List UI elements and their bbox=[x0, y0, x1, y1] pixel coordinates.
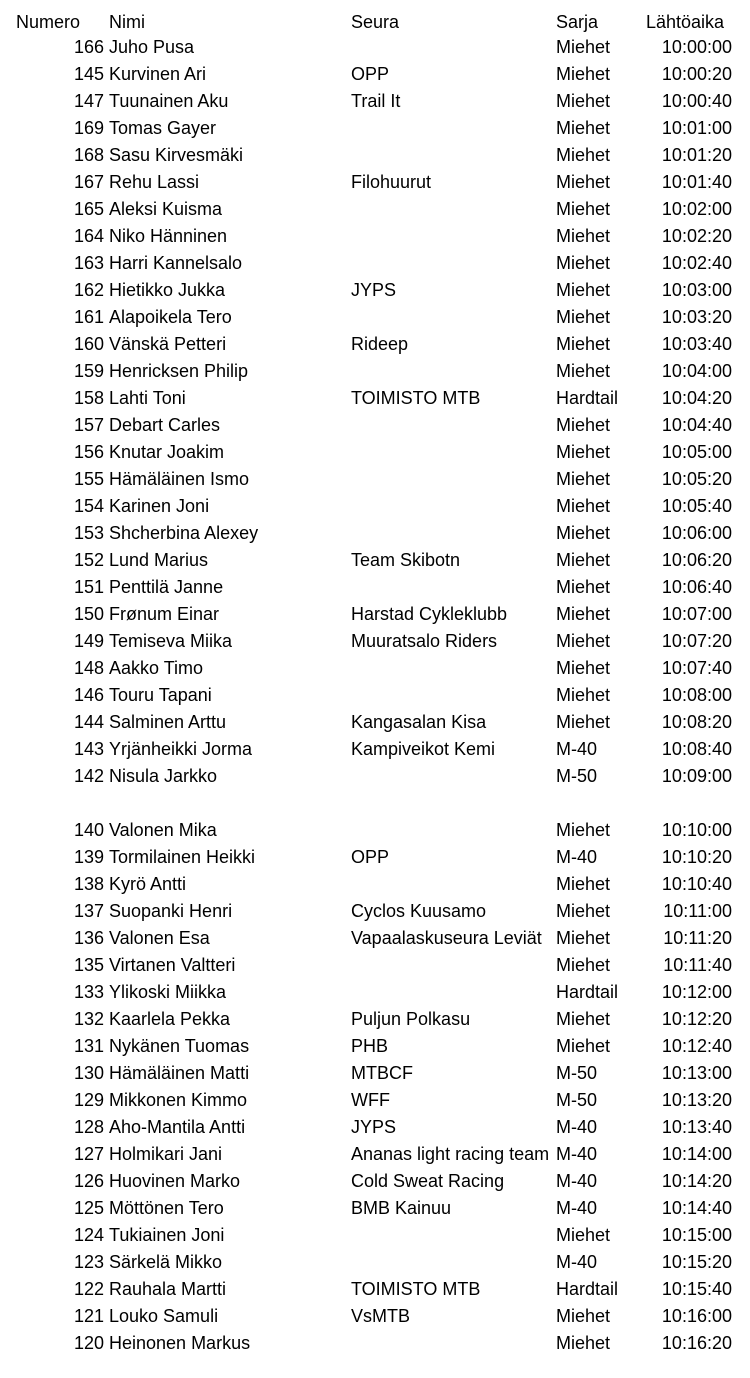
header-row bbox=[0, 10, 750, 34]
cell-sarja: Miehet bbox=[556, 712, 611, 732]
cell-numero: 146 bbox=[73, 685, 104, 705]
cell-nimi: Debart Carles bbox=[109, 415, 221, 435]
cell-sarja: Miehet bbox=[556, 523, 611, 543]
cell-numero: 128 bbox=[73, 1117, 104, 1137]
cell-nimi: Hämäläinen Ismo bbox=[109, 469, 250, 489]
cell-numero: 165 bbox=[73, 199, 104, 219]
table-row bbox=[0, 358, 750, 385]
cell-nimi: Kurvinen Ari bbox=[109, 64, 207, 84]
cell-numero: 126 bbox=[73, 1171, 104, 1191]
cell-nimi: Temiseva Miika bbox=[109, 631, 233, 651]
cell-seura: Kampiveikot Kemi bbox=[351, 739, 496, 759]
cell-nimi: Karinen Joni bbox=[109, 496, 210, 516]
cell-sarja: Miehet bbox=[556, 64, 611, 84]
table-row bbox=[0, 817, 750, 844]
start-list-rows bbox=[0, 34, 750, 1357]
start-list-sheet bbox=[0, 10, 750, 1378]
cell-nimi: Aakko Timo bbox=[109, 658, 204, 678]
cell-lahtoaika: 10:04:20 bbox=[661, 388, 732, 408]
table-row bbox=[0, 1141, 750, 1168]
cell-lahtoaika: 10:01:40 bbox=[661, 172, 732, 192]
cell-numero: 133 bbox=[73, 982, 104, 1002]
table-row bbox=[0, 277, 750, 304]
cell-numero: 145 bbox=[73, 64, 104, 84]
cell-nimi: Louko Samuli bbox=[109, 1306, 219, 1326]
cell-numero: 162 bbox=[73, 280, 104, 300]
table-row bbox=[0, 385, 750, 412]
cell-seura: Muuratsalo Riders bbox=[351, 631, 498, 651]
table-row bbox=[0, 1114, 750, 1141]
header-nimi: Nimi bbox=[109, 12, 145, 32]
cell-nimi: Penttilä Janne bbox=[109, 577, 224, 597]
cell-lahtoaika: 10:15:00 bbox=[661, 1225, 732, 1245]
cell-sarja: Miehet bbox=[556, 172, 611, 192]
cell-nimi: Valonen Mika bbox=[109, 820, 217, 840]
cell-numero: 166 bbox=[73, 37, 104, 57]
table-row bbox=[0, 547, 750, 574]
cell-nimi: Harri Kannelsalo bbox=[109, 253, 243, 273]
cell-sarja: Miehet bbox=[556, 118, 611, 138]
table-row bbox=[0, 736, 750, 763]
table-row bbox=[0, 1249, 750, 1276]
cell-numero: 140 bbox=[73, 820, 104, 840]
cell-seura: JYPS bbox=[351, 280, 397, 300]
cell-lahtoaika: 10:00:00 bbox=[661, 37, 732, 57]
cell-numero: 163 bbox=[73, 253, 104, 273]
table-row bbox=[0, 601, 750, 628]
header-lahtoaika: Lähtöaika bbox=[646, 12, 725, 32]
cell-sarja: Miehet bbox=[556, 658, 611, 678]
cell-seura: OPP bbox=[351, 64, 390, 84]
cell-lahtoaika: 10:14:40 bbox=[661, 1198, 732, 1218]
cell-seura: PHB bbox=[351, 1036, 389, 1056]
cell-lahtoaika: 10:12:20 bbox=[661, 1009, 732, 1029]
cell-sarja: Miehet bbox=[556, 1306, 611, 1326]
cell-numero: 148 bbox=[73, 658, 104, 678]
cell-numero: 153 bbox=[73, 523, 104, 543]
cell-nimi: Hietikko Jukka bbox=[109, 280, 226, 300]
cell-lahtoaika: 10:10:20 bbox=[661, 847, 732, 867]
cell-sarja: Miehet bbox=[556, 334, 611, 354]
cell-lahtoaika: 10:13:20 bbox=[661, 1090, 732, 1110]
cell-seura: JYPS bbox=[351, 1117, 397, 1137]
cell-lahtoaika: 10:02:00 bbox=[661, 199, 732, 219]
cell-numero: 157 bbox=[73, 415, 104, 435]
table-row bbox=[0, 628, 750, 655]
cell-nimi: Niko Hänninen bbox=[109, 226, 228, 246]
table-row bbox=[0, 520, 750, 547]
cell-numero: 164 bbox=[73, 226, 104, 246]
cell-seura: Vapaalaskuseura Leviät bbox=[351, 928, 542, 948]
cell-seura: Cold Sweat Racing bbox=[351, 1171, 505, 1191]
cell-numero: 132 bbox=[73, 1009, 104, 1029]
cell-nimi: Vänskä Petteri bbox=[109, 334, 227, 354]
cell-lahtoaika: 10:15:40 bbox=[661, 1279, 732, 1299]
cell-seura: TOIMISTO MTB bbox=[351, 388, 481, 408]
table-row bbox=[0, 1168, 750, 1195]
cell-sarja: Miehet bbox=[556, 361, 611, 381]
table-row bbox=[0, 223, 750, 250]
table-row bbox=[0, 1060, 750, 1087]
cell-lahtoaika: 10:08:20 bbox=[661, 712, 732, 732]
cell-sarja: M-50 bbox=[556, 1090, 598, 1110]
table-row bbox=[0, 763, 750, 790]
cell-numero: 158 bbox=[73, 388, 104, 408]
cell-numero: 121 bbox=[73, 1306, 104, 1326]
cell-sarja: Miehet bbox=[556, 901, 611, 921]
cell-nimi: Huovinen Marko bbox=[109, 1171, 241, 1191]
cell-nimi: Hämäläinen Matti bbox=[109, 1063, 250, 1083]
cell-numero: 154 bbox=[73, 496, 104, 516]
cell-numero: 130 bbox=[73, 1063, 104, 1083]
cell-sarja: M-40 bbox=[556, 1171, 598, 1191]
cell-sarja: Miehet bbox=[556, 1009, 611, 1029]
header-seura: Seura bbox=[351, 12, 400, 32]
cell-lahtoaika: 10:11:00 bbox=[663, 901, 732, 921]
cell-sarja: Miehet bbox=[556, 469, 611, 489]
cell-lahtoaika: 10:12:40 bbox=[661, 1036, 732, 1056]
cell-nimi: Lund Marius bbox=[109, 550, 209, 570]
cell-lahtoaika: 10:16:20 bbox=[661, 1333, 732, 1353]
cell-seura: Trail It bbox=[351, 91, 401, 111]
cell-sarja: Miehet bbox=[556, 577, 611, 597]
cell-numero: 150 bbox=[73, 604, 104, 624]
table-row bbox=[0, 709, 750, 736]
table-row bbox=[0, 1276, 750, 1303]
cell-nimi: Holmikari Jani bbox=[109, 1144, 223, 1164]
cell-numero: 139 bbox=[73, 847, 104, 867]
table-row bbox=[0, 952, 750, 979]
table-row bbox=[0, 979, 750, 1006]
cell-nimi: Kyrö Antti bbox=[109, 874, 187, 894]
cell-lahtoaika: 10:13:40 bbox=[661, 1117, 732, 1137]
cell-nimi: Nisula Jarkko bbox=[109, 766, 218, 786]
cell-nimi: Frønum Einar bbox=[109, 604, 220, 624]
table-row bbox=[0, 61, 750, 88]
cell-lahtoaika: 10:04:00 bbox=[661, 361, 732, 381]
table-row bbox=[0, 1195, 750, 1222]
cell-sarja: Miehet bbox=[556, 307, 611, 327]
cell-numero: 155 bbox=[73, 469, 104, 489]
cell-sarja: Miehet bbox=[556, 820, 611, 840]
cell-numero: 127 bbox=[73, 1144, 104, 1164]
table-row bbox=[0, 925, 750, 952]
cell-numero: 136 bbox=[73, 928, 104, 948]
cell-lahtoaika: 10:04:40 bbox=[661, 415, 732, 435]
cell-numero: 147 bbox=[73, 91, 104, 111]
cell-nimi: Rehu Lassi bbox=[109, 172, 200, 192]
table-row bbox=[0, 412, 750, 439]
cell-nimi: Shcherbina Alexey bbox=[109, 523, 259, 543]
table-row bbox=[0, 493, 750, 520]
cell-nimi: Rauhala Martti bbox=[109, 1279, 227, 1299]
table-row bbox=[0, 1033, 750, 1060]
table-row bbox=[0, 655, 750, 682]
cell-sarja: M-40 bbox=[556, 1144, 598, 1164]
cell-sarja: M-40 bbox=[556, 1117, 598, 1137]
cell-nimi: Henricksen Philip bbox=[109, 361, 249, 381]
cell-lahtoaika: 10:11:20 bbox=[663, 928, 732, 948]
cell-sarja: Hardtail bbox=[556, 982, 619, 1002]
cell-seura: Cyclos Kuusamo bbox=[351, 901, 487, 921]
cell-lahtoaika: 10:07:20 bbox=[661, 631, 732, 651]
cell-nimi: Nykänen Tuomas bbox=[109, 1036, 250, 1056]
table-row bbox=[0, 115, 750, 142]
cell-numero: 160 bbox=[73, 334, 104, 354]
cell-sarja: Miehet bbox=[556, 253, 611, 273]
cell-sarja: Hardtail bbox=[556, 1279, 619, 1299]
cell-numero: 122 bbox=[73, 1279, 104, 1299]
cell-sarja: Miehet bbox=[556, 226, 611, 246]
cell-sarja: Miehet bbox=[556, 928, 611, 948]
cell-sarja: Miehet bbox=[556, 685, 611, 705]
cell-nimi: Lahti Toni bbox=[109, 388, 186, 408]
cell-lahtoaika: 10:13:00 bbox=[661, 1063, 732, 1083]
cell-lahtoaika: 10:06:20 bbox=[661, 550, 732, 570]
table-row bbox=[0, 844, 750, 871]
cell-seura: Puljun Polkasu bbox=[351, 1009, 471, 1029]
table-row bbox=[0, 871, 750, 898]
cell-lahtoaika: 10:14:20 bbox=[661, 1171, 732, 1191]
cell-nimi: Yrjänheikki Jorma bbox=[109, 739, 253, 759]
cell-lahtoaika: 10:06:40 bbox=[661, 577, 732, 597]
table-row bbox=[0, 331, 750, 358]
cell-seura: Filohuurut bbox=[351, 172, 432, 192]
table-row bbox=[0, 574, 750, 601]
table-row bbox=[0, 1222, 750, 1249]
cell-lahtoaika: 10:11:40 bbox=[663, 955, 732, 975]
cell-lahtoaika: 10:07:00 bbox=[661, 604, 732, 624]
cell-lahtoaika: 10:01:00 bbox=[661, 118, 732, 138]
cell-nimi: Sasu Kirvesmäki bbox=[109, 145, 244, 165]
table-row bbox=[0, 196, 750, 223]
cell-lahtoaika: 10:09:00 bbox=[661, 766, 732, 786]
cell-sarja: Miehet bbox=[556, 37, 611, 57]
cell-sarja: M-40 bbox=[556, 1252, 598, 1272]
table-row bbox=[0, 1330, 750, 1357]
cell-sarja: Miehet bbox=[556, 199, 611, 219]
cell-numero: 167 bbox=[73, 172, 104, 192]
header-sarja: Sarja bbox=[556, 12, 599, 32]
cell-lahtoaika: 10:07:40 bbox=[661, 658, 732, 678]
cell-seura: VsMTB bbox=[351, 1306, 411, 1326]
table-row bbox=[0, 682, 750, 709]
cell-numero: 168 bbox=[73, 145, 104, 165]
cell-sarja: Miehet bbox=[556, 1036, 611, 1056]
cell-nimi: Knutar Joakim bbox=[109, 442, 225, 462]
cell-numero: 124 bbox=[73, 1225, 104, 1245]
cell-numero: 159 bbox=[73, 361, 104, 381]
cell-sarja: Miehet bbox=[556, 604, 611, 624]
cell-numero: 137 bbox=[73, 901, 104, 921]
cell-numero: 120 bbox=[73, 1333, 104, 1353]
table-row bbox=[0, 898, 750, 925]
cell-lahtoaika: 10:05:40 bbox=[661, 496, 732, 516]
table-row bbox=[0, 790, 750, 817]
cell-sarja: M-50 bbox=[556, 1063, 598, 1083]
cell-sarja: M-50 bbox=[556, 766, 598, 786]
cell-sarja: Miehet bbox=[556, 550, 611, 570]
cell-nimi: Touru Tapani bbox=[109, 685, 212, 705]
cell-lahtoaika: 10:06:00 bbox=[661, 523, 732, 543]
cell-nimi: Heinonen Markus bbox=[109, 1333, 251, 1353]
cell-nimi: Kaarlela Pekka bbox=[109, 1009, 231, 1029]
cell-seura: MTBCF bbox=[351, 1063, 413, 1083]
cell-lahtoaika: 10:16:00 bbox=[661, 1306, 732, 1326]
cell-sarja: Miehet bbox=[556, 145, 611, 165]
cell-nimi: Valonen Esa bbox=[109, 928, 210, 948]
cell-sarja: Miehet bbox=[556, 415, 611, 435]
cell-numero: 156 bbox=[73, 442, 104, 462]
cell-sarja: Miehet bbox=[556, 874, 611, 894]
cell-lahtoaika: 10:10:00 bbox=[661, 820, 732, 840]
cell-numero: 151 bbox=[73, 577, 104, 597]
cell-nimi: Mikkonen Kimmo bbox=[109, 1090, 248, 1110]
cell-sarja: M-40 bbox=[556, 739, 598, 759]
cell-numero: 131 bbox=[73, 1036, 104, 1056]
cell-lahtoaika: 10:03:20 bbox=[661, 307, 732, 327]
table-row bbox=[0, 88, 750, 115]
cell-nimi: Tomas Gayer bbox=[109, 118, 217, 138]
cell-numero: 152 bbox=[73, 550, 104, 570]
cell-lahtoaika: 10:08:00 bbox=[661, 685, 732, 705]
cell-lahtoaika: 10:03:40 bbox=[661, 334, 732, 354]
cell-nimi: Möttönen Tero bbox=[109, 1198, 224, 1218]
cell-lahtoaika: 10:15:20 bbox=[661, 1252, 732, 1272]
cell-seura: Harstad Cykleklubb bbox=[351, 604, 508, 624]
cell-numero: 135 bbox=[73, 955, 104, 975]
cell-nimi: Ylikoski Miikka bbox=[109, 982, 227, 1002]
cell-nimi: Alapoikela Tero bbox=[109, 307, 232, 327]
cell-nimi: Aleksi Kuisma bbox=[109, 199, 223, 219]
cell-lahtoaika: 10:01:20 bbox=[661, 145, 732, 165]
cell-seura: Team Skibotn bbox=[351, 550, 461, 570]
table-row bbox=[0, 1303, 750, 1330]
cell-sarja: M-40 bbox=[556, 1198, 598, 1218]
cell-nimi: Juho Pusa bbox=[109, 37, 195, 57]
cell-sarja: Miehet bbox=[556, 91, 611, 111]
cell-seura: WFF bbox=[351, 1090, 390, 1110]
cell-nimi: Särkelä Mikko bbox=[109, 1252, 223, 1272]
cell-lahtoaika: 10:00:40 bbox=[661, 91, 732, 111]
cell-seura: BMB Kainuu bbox=[351, 1198, 452, 1218]
cell-sarja: Miehet bbox=[556, 1333, 611, 1353]
cell-numero: 161 bbox=[73, 307, 104, 327]
cell-numero: 144 bbox=[73, 712, 104, 732]
cell-numero: 149 bbox=[73, 631, 104, 651]
cell-numero: 123 bbox=[73, 1252, 104, 1272]
table-row bbox=[0, 250, 750, 277]
cell-sarja: M-40 bbox=[556, 847, 598, 867]
cell-seura: Kangasalan Kisa bbox=[351, 712, 487, 732]
cell-seura: Ananas light racing team bbox=[351, 1144, 550, 1164]
cell-nimi: Suopanki Henri bbox=[109, 901, 233, 921]
table-row bbox=[0, 466, 750, 493]
cell-sarja: Miehet bbox=[556, 280, 611, 300]
cell-nimi: Tukiainen Joni bbox=[109, 1225, 225, 1245]
cell-sarja: Hardtail bbox=[556, 388, 619, 408]
table-row bbox=[0, 169, 750, 196]
cell-seura: Rideep bbox=[351, 334, 409, 354]
cell-numero: 129 bbox=[73, 1090, 104, 1110]
cell-sarja: Miehet bbox=[556, 631, 611, 651]
cell-numero: 142 bbox=[73, 766, 104, 786]
cell-seura: OPP bbox=[351, 847, 390, 867]
table-row bbox=[0, 439, 750, 466]
cell-numero: 169 bbox=[73, 118, 104, 138]
table-row bbox=[0, 142, 750, 169]
table-row bbox=[0, 1087, 750, 1114]
cell-lahtoaika: 10:02:40 bbox=[661, 253, 732, 273]
header-numero: Numero bbox=[16, 12, 81, 32]
cell-numero: 125 bbox=[73, 1198, 104, 1218]
cell-lahtoaika: 10:05:00 bbox=[661, 442, 732, 462]
cell-sarja: Miehet bbox=[556, 1225, 611, 1245]
cell-nimi: Tuunainen Aku bbox=[109, 91, 229, 111]
cell-lahtoaika: 10:12:00 bbox=[661, 982, 732, 1002]
cell-lahtoaika: 10:10:40 bbox=[661, 874, 732, 894]
table-row bbox=[0, 34, 750, 61]
cell-numero: 138 bbox=[73, 874, 104, 894]
cell-nimi: Aho-Mantila Antti bbox=[109, 1117, 246, 1137]
cell-lahtoaika: 10:05:20 bbox=[661, 469, 732, 489]
cell-nimi: Virtanen Valtteri bbox=[109, 955, 236, 975]
cell-sarja: Miehet bbox=[556, 955, 611, 975]
cell-nimi: Tormilainen Heikki bbox=[109, 847, 256, 867]
cell-sarja: Miehet bbox=[556, 442, 611, 462]
cell-nimi: Salminen Arttu bbox=[109, 712, 227, 732]
cell-lahtoaika: 10:02:20 bbox=[661, 226, 732, 246]
cell-lahtoaika: 10:08:40 bbox=[661, 739, 732, 759]
cell-lahtoaika: 10:00:20 bbox=[661, 64, 732, 84]
table-row bbox=[0, 1006, 750, 1033]
cell-sarja: Miehet bbox=[556, 496, 611, 516]
cell-lahtoaika: 10:03:00 bbox=[661, 280, 732, 300]
cell-numero: 143 bbox=[73, 739, 104, 759]
cell-lahtoaika: 10:14:00 bbox=[661, 1144, 732, 1164]
table-row bbox=[0, 304, 750, 331]
cell-seura: TOIMISTO MTB bbox=[351, 1279, 481, 1299]
